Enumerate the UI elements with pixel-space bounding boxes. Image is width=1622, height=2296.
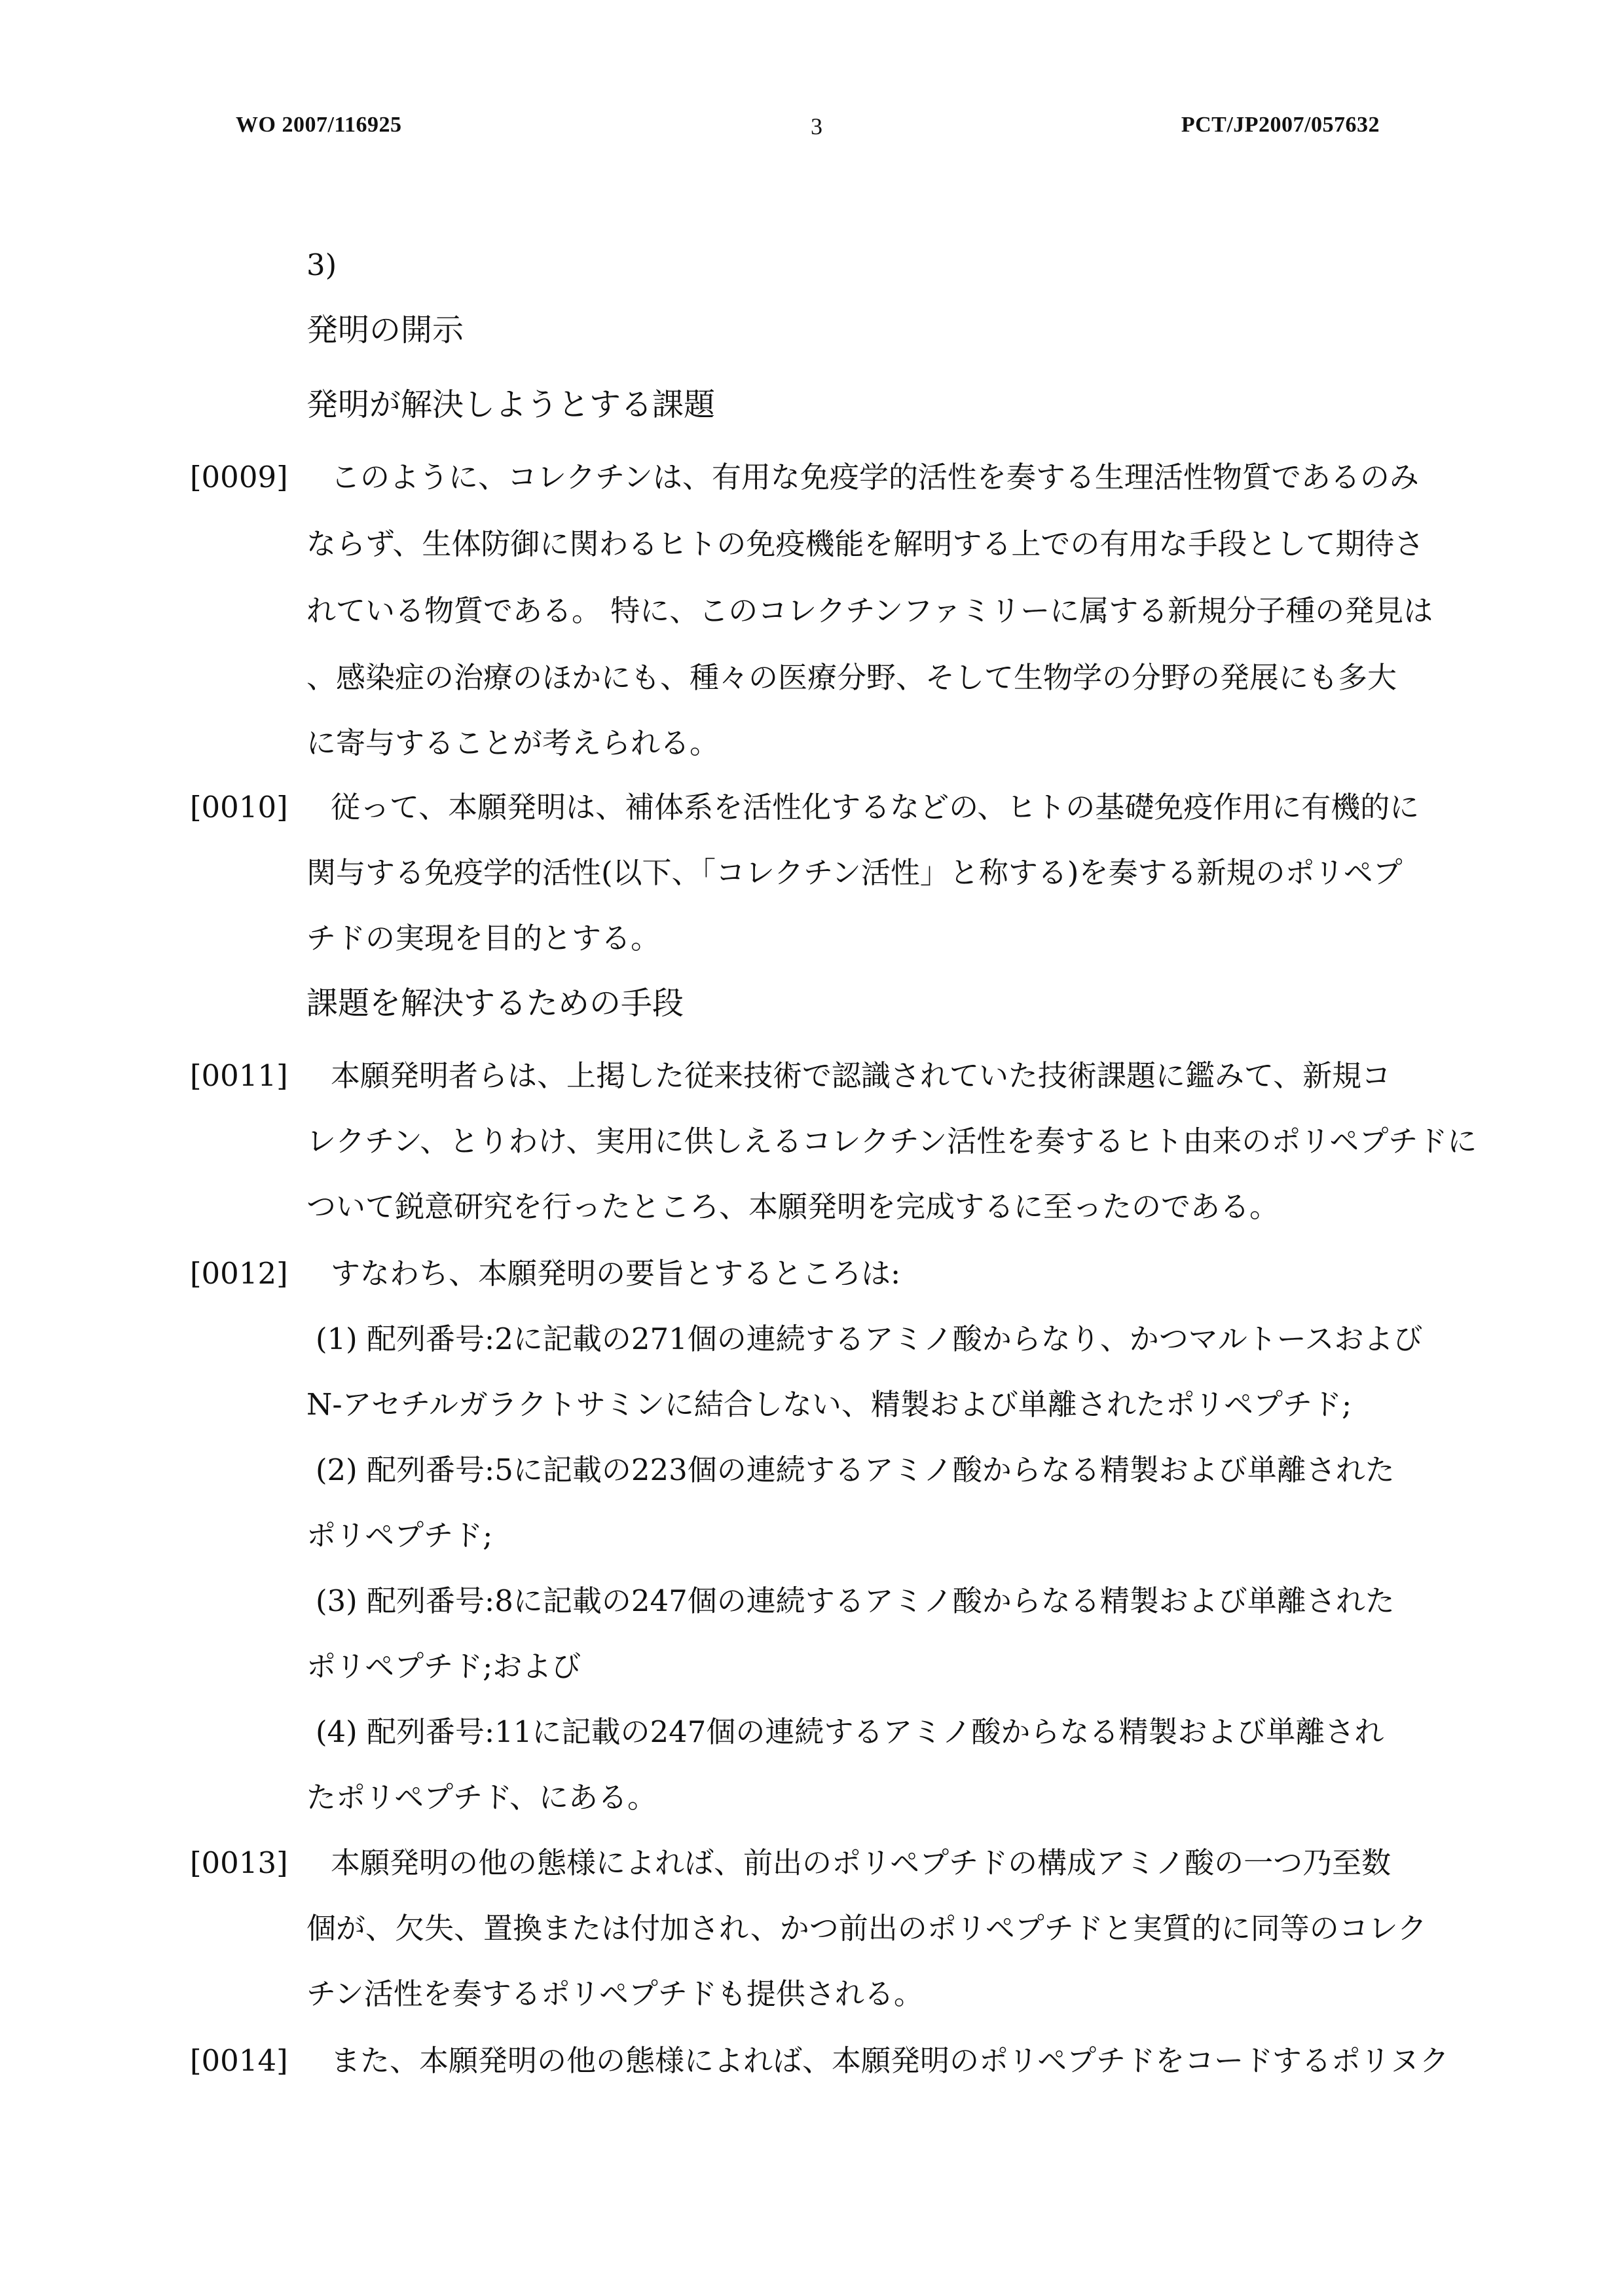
paragraph-number: [0014] xyxy=(190,2043,288,2078)
claim-item: (2) 配列番号:5に記載の223個の連続するアミノ酸からなる精製および単離された xyxy=(316,1453,1395,1487)
paragraph-number: [0011] xyxy=(190,1058,288,1093)
paragraph-line: チン活性を奏するポリペプチドも提供される。 xyxy=(306,1976,923,2011)
paragraph-number: [0009] xyxy=(190,460,288,494)
patent-publication-number: WO 2007/116925 xyxy=(236,113,402,137)
paragraph-number: [0010] xyxy=(190,790,288,824)
page-number: 3 xyxy=(811,113,823,139)
paragraph-line: 個が、欠失、置換または付加され、かつ前出のポリペプチドと実質的に同等のコレク xyxy=(306,1911,1427,1946)
paragraph-line: レクチン、とりわけ、実用に供しえるコレクチン活性を奏するヒト由来のポリペプチドに xyxy=(306,1124,1477,1158)
claim-item: ポリペプチド;および xyxy=(306,1649,581,1684)
paragraph-line: チドの実現を目的とする。 xyxy=(306,921,661,955)
paragraph-line: また、本願発明の他の態様によれば、本願発明のポリペプチドをコードするポリヌク xyxy=(331,2043,1449,2078)
paragraph-line: 従って、本願発明は、補体系を活性化するなどの、ヒトの基礎免疫作用に有機的に xyxy=(331,790,1420,824)
claim-item: (3) 配列番号:8に記載の247個の連続するアミノ酸からなる精製および単離された xyxy=(316,1583,1395,1618)
paragraph-line: ついて鋭意研究を行ったところ、本願発明を完成するに至ったのである。 xyxy=(306,1189,1280,1224)
section-heading-problem: 発明が解決しようとする課題 xyxy=(306,386,716,423)
continued-fragment: 3) xyxy=(306,248,337,282)
paragraph-line: れている物質である。 特に、このコレクチンファミリーに属する新規分子種の発見は xyxy=(306,593,1433,628)
claim-item: (1) 配列番号:2に記載の271個の連続するアミノ酸からなり、かつマルトースおよび xyxy=(316,1322,1423,1356)
paragraph-number: [0012] xyxy=(190,1256,288,1291)
paragraph-line: 、感染症の治療のほかにも、種々の医療分野、そして生物学の分野の発展にも多大 xyxy=(306,660,1397,695)
paragraph-line: このように、コレクチンは、有用な免疫学的活性を奏する生理活性物質であるのみ xyxy=(331,460,1419,494)
paragraph-line: に寄与することが考えられる。 xyxy=(306,726,720,760)
section-heading-disclosure: 発明の開示 xyxy=(306,312,464,348)
claim-item: ポリペプチド; xyxy=(306,1518,493,1553)
paragraph-line: 関与する免疫学的活性(以下、「コレクチン活性」と称する)を奏する新規のポリペプ xyxy=(306,855,1403,890)
paragraph-line: すなわち、本願発明の要旨とするところは: xyxy=(331,1256,901,1291)
application-number: PCT/JP2007/057632 xyxy=(1181,113,1380,137)
paragraph-line: 本願発明者らは、上掲した従来技術で認識されていた技術課題に鑑みて、新規コ xyxy=(331,1058,1392,1093)
claim-item: N-アセチルガラクトサミンに結合しない、精製および単離されたポリペプチド; xyxy=(306,1387,1352,1422)
paragraph-line: ならず、生体防御に関わるヒトの免疫機能を解明する上での有用な手段として期待さ xyxy=(306,527,1424,561)
claim-item: (4) 配列番号:11に記載の247個の連続するアミノ酸からなる精製および単離され xyxy=(316,1714,1384,1749)
section-heading-means: 課題を解決するための手段 xyxy=(306,985,684,1022)
paragraph-number: [0013] xyxy=(190,1845,288,1880)
claim-item: たポリペプチド、にある。 xyxy=(306,1780,657,1815)
paragraph-line: 本願発明の他の態様によれば、前出のポリペプチドの構成アミノ酸の一つ乃至数 xyxy=(331,1845,1392,1880)
